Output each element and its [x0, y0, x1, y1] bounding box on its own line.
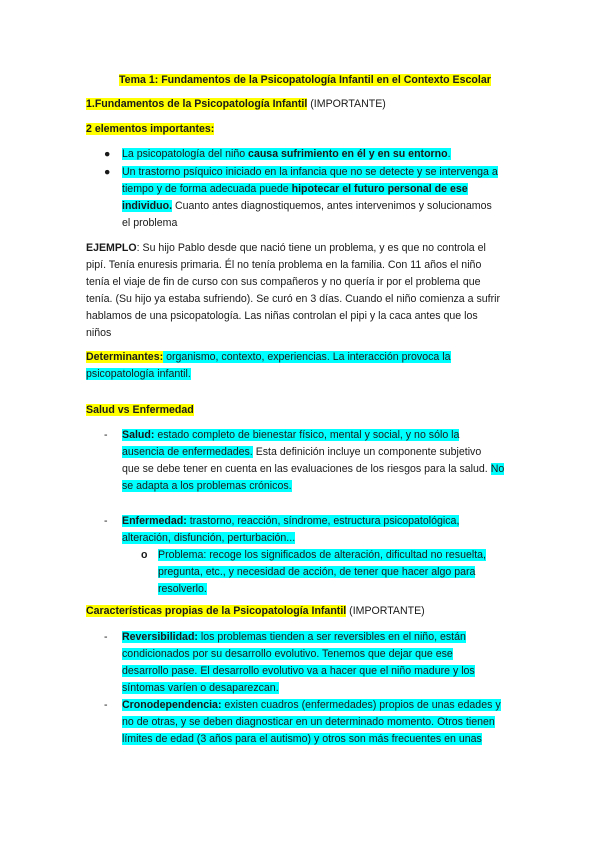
cronodependencia-text: existen cuadros (enfermedades) propios de unas edades y [221, 699, 501, 711]
reversibilidad-line4 [122, 681, 279, 695]
dash-bullet-icon: - [104, 631, 108, 643]
ejemplo-text: tenía el viaje de fin de curso con sus compañeros y no quería ir por el problema que [86, 276, 481, 288]
reversibilidad-text: síntomas varíen o desaparezcan. [122, 682, 279, 694]
two-elements-text: 2 elementos importantes: [86, 123, 215, 135]
cronodependencia-line1 [122, 698, 501, 712]
salud-text: se adapta a los problemas crónicos. [122, 480, 292, 492]
cronodependencia-label: Cronodependencia: [122, 699, 222, 711]
ejemplo-text: niños [86, 327, 112, 339]
enfermedad-text: trastorno, reacción, síndrome, estructura psicopatológica, [186, 515, 460, 527]
salud-heading-text: Salud vs Enfermedad [86, 404, 194, 416]
section-heading-fundamentos [86, 97, 386, 111]
determinantes-text: psicopatología infantil. [86, 368, 191, 380]
importance-tag: (IMPORTANTE) [307, 98, 386, 110]
bullet1-text-c: . [447, 148, 451, 160]
salud-line2 [122, 445, 481, 459]
reversibilidad-line2 [122, 647, 453, 661]
bullet-dot-icon: ● [104, 148, 111, 160]
bullet-item-sufrimiento [122, 147, 451, 161]
dash-bullet-icon: - [104, 515, 108, 527]
reversibilidad-label: Reversibilidad: [122, 631, 198, 643]
bullet2-bold-text: individuo. [122, 200, 173, 212]
salud-text: Esta definición incluye un componente subjetivo [252, 446, 482, 458]
ejemplo-text: pipí. Tenía enuresis primaria. Él no tenía problema en la familia. Con 11 años el niño [86, 259, 482, 271]
problema-line2 [158, 565, 475, 579]
bullet2-text: el problema [122, 217, 178, 229]
salud-line4 [122, 479, 292, 493]
problema-line1 [158, 548, 486, 562]
salud-line3 [122, 462, 504, 476]
salud-vs-enfermedad-heading [86, 403, 194, 417]
ejemplo-line5 [86, 309, 478, 323]
bullet2-text: Cuanto antes diagnostiquemos, antes intervenimos y solucionamos [172, 200, 492, 212]
cronodependencia-line3 [122, 732, 482, 746]
document-title [119, 73, 491, 87]
problema-text: resolverlo. [158, 583, 207, 595]
caracteristicas-heading-text: Características propias de la Psicopatología Infantil [86, 605, 347, 617]
dash-bullet-icon: - [104, 699, 108, 711]
determinantes-line1 [86, 350, 451, 364]
ejemplo-line3 [86, 275, 481, 289]
reversibilidad-text: condicionados por su desarrollo evolutivo. Tenemos que dejar que ese [122, 648, 453, 660]
bullet2-line2 [122, 182, 468, 196]
bullet1-text-a: La psicopatología del niño [122, 148, 249, 160]
salud-line1 [122, 428, 459, 442]
bullet2-bold-text: hipotecar el futuro personal de ese [291, 183, 468, 195]
ejemplo-label: EJEMPLO [86, 242, 137, 254]
ejemplo-line2 [86, 258, 481, 272]
cronodependencia-text: límites de edad (3 años para el autismo) y otros son más frecuentes en unas [122, 733, 482, 745]
bullet2-text: tiempo y de forma adecuada puede [122, 183, 292, 195]
title-text: Tema 1: Fundamentos de la Psicopatología Infantil en el Contexto Escolar [119, 74, 491, 86]
problema-text: Problema: recoge los significados de alteración, dificultad no resuelta, [158, 549, 487, 561]
enfermedad-line1 [122, 514, 459, 528]
reversibilidad-text: desarrollo pase. El desarrollo evolutivo va a hacer que el niño madure y los [122, 665, 475, 677]
ejemplo-line4 [86, 292, 500, 306]
ejemplo-line6 [86, 326, 111, 340]
two-elements-heading [86, 122, 214, 136]
cronodependencia-line2 [122, 715, 495, 729]
ejemplo-line1 [86, 241, 486, 255]
enfermedad-text: alteración, disfunción, perturbación... [122, 532, 296, 544]
determinantes-label: Determinantes: [86, 351, 164, 363]
reversibilidad-text: los problemas tienden a ser reversibles en el niño, están [197, 631, 466, 643]
salud-text: que se debe tener en cuenta en las evaluaciones de los riesgos para la salud. [122, 463, 491, 475]
importance-tag: (IMPORTANTE) [346, 605, 425, 617]
ejemplo-text: : Su hijo Pablo desde que nació tiene un problema, y es que no controla el [136, 242, 486, 254]
ejemplo-text: hablamos de una psicopatología. Las niñas controlan el pipi y la caca antes que los [86, 310, 478, 322]
enfermedad-label: Enfermedad: [122, 515, 187, 527]
bullet2-text: Un trastorno psíquico iniciado en la infancia que no se detecte y se intervenga a [122, 166, 498, 178]
circle-bullet-icon: o [141, 549, 148, 561]
cronodependencia-text: no de otras, y se deben diagnosticar en un determinado momento. Otros tienen [122, 716, 495, 728]
reversibilidad-line1 [122, 630, 466, 644]
salud-label: Salud: [122, 429, 155, 441]
bullet2-line1 [122, 165, 498, 179]
bullet1-text-b: causa sufrimiento en él y en su entorno [248, 148, 448, 160]
determinantes-text: organismo, contexto, experiencias. La interacción provoca la [163, 351, 451, 363]
section-heading-text: 1.Fundamentos de la Psicopatología Infantil [86, 98, 308, 110]
problema-line3 [158, 582, 207, 596]
enfermedad-line2 [122, 531, 295, 545]
caracteristicas-heading [86, 604, 425, 618]
determinantes-line2 [86, 367, 191, 381]
bullet2-line4 [122, 216, 177, 230]
ejemplo-text: tenía. (Su hijo ya estaba sufriendo). Se curó en 3 días. Cuando el niño comienza a sufrir [86, 293, 500, 305]
salud-text: No [490, 463, 505, 475]
bullet-dot-icon: ● [104, 166, 111, 178]
reversibilidad-line3 [122, 664, 475, 678]
salud-text: ausencia de enfermedades. [122, 446, 253, 458]
problema-text: pregunta, etc., y necesidad de acción, de tener que hacer algo para [158, 566, 476, 578]
salud-text: estado completo de bienestar físico, mental y social, y no sólo la [154, 429, 460, 441]
bullet2-line3 [122, 199, 492, 213]
dash-bullet-icon: - [104, 429, 108, 441]
